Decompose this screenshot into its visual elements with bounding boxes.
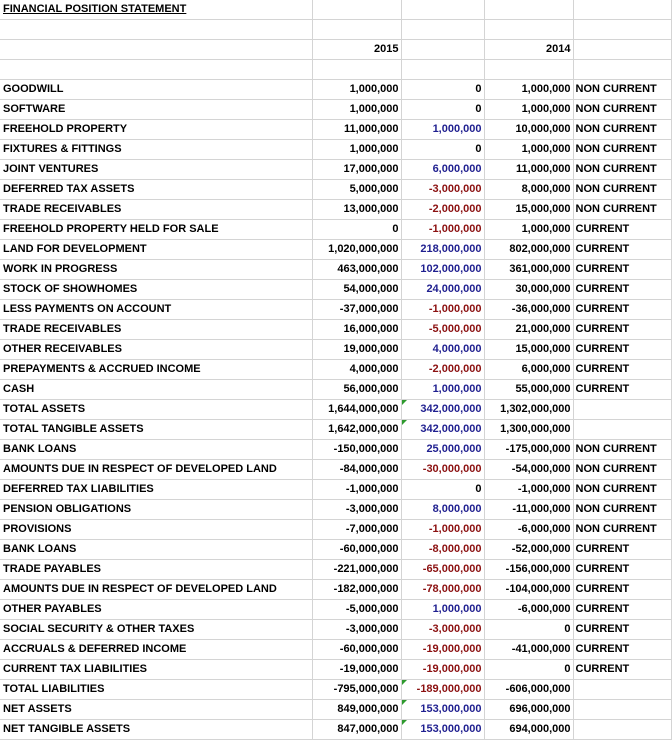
value-2015[interactable]: 16,000,000 bbox=[312, 320, 401, 340]
value-2015[interactable]: -3,000,000 bbox=[312, 500, 401, 520]
table-row bbox=[0, 560, 671, 580]
value-2015[interactable]: -84,000,000 bbox=[312, 460, 401, 480]
value-2014[interactable]: 694,000,000 bbox=[484, 720, 573, 740]
table-row bbox=[0, 200, 671, 220]
value-change[interactable]: 0 bbox=[401, 80, 484, 100]
row-label[interactable]: LAND FOR DEVELOPMENT bbox=[0, 240, 312, 260]
value-2015[interactable]: -3,000,000 bbox=[312, 620, 401, 640]
value-2014[interactable]: -1,000,000 bbox=[484, 480, 573, 500]
value-change[interactable]: 0 bbox=[401, 480, 484, 500]
asset-class[interactable]: NON CURRENT bbox=[573, 180, 671, 200]
row-label[interactable]: TOTAL LIABILITIES bbox=[0, 680, 312, 700]
value-2015[interactable]: 463,000,000 bbox=[312, 260, 401, 280]
cell-empty[interactable] bbox=[573, 60, 671, 80]
asset-class[interactable]: CURRENT bbox=[573, 340, 671, 360]
value-2015[interactable]: 17,000,000 bbox=[312, 160, 401, 180]
table-row bbox=[0, 540, 671, 560]
value-change[interactable]: -3,000,000 bbox=[401, 620, 484, 640]
value-2014[interactable]: -36,000,000 bbox=[484, 300, 573, 320]
blank-row bbox=[0, 60, 671, 80]
value-2014[interactable]: 1,000,000 bbox=[484, 220, 573, 240]
value-change[interactable]: 1,000,000 bbox=[401, 120, 484, 140]
value-2014[interactable]: -52,000,000 bbox=[484, 540, 573, 560]
value-2015[interactable]: -182,000,000 bbox=[312, 580, 401, 600]
asset-class[interactable] bbox=[573, 700, 671, 720]
value-change[interactable]: -30,000,000 bbox=[401, 460, 484, 480]
cell-empty[interactable] bbox=[401, 40, 484, 60]
value-2015[interactable]: 849,000,000 bbox=[312, 700, 401, 720]
cell-empty[interactable] bbox=[312, 0, 401, 20]
value-change[interactable]: 25,000,000 bbox=[401, 440, 484, 460]
cell-empty[interactable] bbox=[0, 20, 312, 40]
value-2014[interactable]: 1,000,000 bbox=[484, 140, 573, 160]
value-2015[interactable]: 1,000,000 bbox=[312, 80, 401, 100]
asset-class[interactable]: NON CURRENT bbox=[573, 460, 671, 480]
row-label[interactable]: OTHER PAYABLES bbox=[0, 600, 312, 620]
table-row bbox=[0, 700, 671, 720]
value-2014[interactable]: 6,000,000 bbox=[484, 360, 573, 380]
value-2014[interactable]: 1,000,000 bbox=[484, 100, 573, 120]
value-2015[interactable]: -60,000,000 bbox=[312, 640, 401, 660]
table-row bbox=[0, 400, 671, 420]
value-change[interactable]: 4,000,000 bbox=[401, 340, 484, 360]
row-label[interactable]: PROVISIONS bbox=[0, 520, 312, 540]
row-label[interactable]: DEFERRED TAX LIABILITIES bbox=[0, 480, 312, 500]
cell-empty[interactable] bbox=[484, 20, 573, 40]
table-row bbox=[0, 420, 671, 440]
asset-class[interactable]: CURRENT bbox=[573, 260, 671, 280]
value-change[interactable]: -78,000,000 bbox=[401, 580, 484, 600]
row-label[interactable]: TOTAL TANGIBLE ASSETS bbox=[0, 420, 312, 440]
table-row bbox=[0, 520, 671, 540]
value-2014[interactable]: 15,000,000 bbox=[484, 340, 573, 360]
value-2015[interactable]: -795,000,000 bbox=[312, 680, 401, 700]
asset-class[interactable]: NON CURRENT bbox=[573, 440, 671, 460]
cell-empty[interactable] bbox=[0, 60, 312, 80]
cell-empty[interactable] bbox=[401, 0, 484, 20]
value-change[interactable]: -1,000,000 bbox=[401, 300, 484, 320]
value-2014[interactable]: 10,000,000 bbox=[484, 120, 573, 140]
row-label[interactable]: OTHER RECEIVABLES bbox=[0, 340, 312, 360]
header-2015[interactable]: 2015 bbox=[312, 40, 401, 60]
value-change[interactable]: 0 bbox=[401, 140, 484, 160]
asset-class[interactable]: NON CURRENT bbox=[573, 100, 671, 120]
value-2014[interactable]: 802,000,000 bbox=[484, 240, 573, 260]
asset-class[interactable]: NON CURRENT bbox=[573, 500, 671, 520]
sheet-title: FINANCIAL POSITION STATEMENT bbox=[3, 3, 187, 15]
value-2015[interactable]: -19,000,000 bbox=[312, 660, 401, 680]
value-2014[interactable]: -104,000,000 bbox=[484, 580, 573, 600]
row-label[interactable]: SOFTWARE bbox=[0, 100, 312, 120]
value-2014[interactable]: 1,000,000 bbox=[484, 80, 573, 100]
table-row bbox=[0, 360, 671, 380]
row-label[interactable]: FREEHOLD PROPERTY bbox=[0, 120, 312, 140]
value-2015[interactable]: 1,020,000,000 bbox=[312, 240, 401, 260]
asset-class[interactable]: NON CURRENT bbox=[573, 140, 671, 160]
value-2015[interactable]: -5,000,000 bbox=[312, 600, 401, 620]
asset-class[interactable]: CURRENT bbox=[573, 540, 671, 560]
row-label[interactable]: WORK IN PROGRESS bbox=[0, 260, 312, 280]
value-2015[interactable]: 847,000,000 bbox=[312, 720, 401, 740]
asset-class[interactable]: CURRENT bbox=[573, 640, 671, 660]
table-row bbox=[0, 160, 671, 180]
value-2014[interactable]: 55,000,000 bbox=[484, 380, 573, 400]
value-change[interactable]: 153,000,000 bbox=[401, 720, 484, 740]
value-2015[interactable]: -60,000,000 bbox=[312, 540, 401, 560]
cell-empty[interactable] bbox=[401, 60, 484, 80]
row-label[interactable]: TRADE RECEIVABLES bbox=[0, 200, 312, 220]
row-label[interactable]: AMOUNTS DUE IN RESPECT OF DEVELOPED LAND bbox=[0, 460, 312, 480]
table-row bbox=[0, 260, 671, 280]
header-2014[interactable]: 2014 bbox=[484, 40, 573, 60]
row-label[interactable]: FREEHOLD PROPERTY HELD FOR SALE bbox=[0, 220, 312, 240]
value-change[interactable]: -19,000,000 bbox=[401, 640, 484, 660]
value-change[interactable]: 218,000,000 bbox=[401, 240, 484, 260]
value-2014[interactable]: -41,000,000 bbox=[484, 640, 573, 660]
asset-class[interactable]: CURRENT bbox=[573, 380, 671, 400]
row-label[interactable]: TOTAL ASSETS bbox=[0, 400, 312, 420]
asset-class[interactable]: NON CURRENT bbox=[573, 160, 671, 180]
value-2015[interactable]: 1,644,000,000 bbox=[312, 400, 401, 420]
asset-class[interactable]: CURRENT bbox=[573, 240, 671, 260]
asset-class[interactable]: CURRENT bbox=[573, 620, 671, 640]
row-label[interactable]: CURRENT TAX LIABILITIES bbox=[0, 660, 312, 680]
value-change[interactable]: -19,000,000 bbox=[401, 660, 484, 680]
row-label[interactable]: ACCRUALS & DEFERRED INCOME bbox=[0, 640, 312, 660]
table-row bbox=[0, 340, 671, 360]
value-change[interactable]: 8,000,000 bbox=[401, 500, 484, 520]
value-change[interactable]: 0 bbox=[401, 100, 484, 120]
cell-empty[interactable] bbox=[573, 0, 671, 20]
asset-class[interactable]: CURRENT bbox=[573, 220, 671, 240]
cell-empty[interactable] bbox=[0, 40, 312, 60]
table-row bbox=[0, 80, 671, 100]
asset-class[interactable]: NON CURRENT bbox=[573, 80, 671, 100]
value-2015[interactable]: -150,000,000 bbox=[312, 440, 401, 460]
value-2014[interactable]: -606,000,000 bbox=[484, 680, 573, 700]
value-2014[interactable]: 1,300,000,000 bbox=[484, 420, 573, 440]
table-row bbox=[0, 660, 671, 680]
blank-row bbox=[0, 20, 671, 40]
row-label[interactable]: NET ASSETS bbox=[0, 700, 312, 720]
value-2015[interactable]: -37,000,000 bbox=[312, 300, 401, 320]
table-row bbox=[0, 440, 671, 460]
asset-class[interactable]: CURRENT bbox=[573, 580, 671, 600]
row-label[interactable]: DEFERRED TAX ASSETS bbox=[0, 180, 312, 200]
cell-empty[interactable] bbox=[484, 0, 573, 20]
table-row bbox=[0, 120, 671, 140]
table-row bbox=[0, 140, 671, 160]
value-change[interactable]: -8,000,000 bbox=[401, 540, 484, 560]
value-2015[interactable]: 1,000,000 bbox=[312, 100, 401, 120]
value-2014[interactable]: 15,000,000 bbox=[484, 200, 573, 220]
value-2015[interactable]: 56,000,000 bbox=[312, 380, 401, 400]
value-2014[interactable]: 0 bbox=[484, 660, 573, 680]
value-2014[interactable]: 1,302,000,000 bbox=[484, 400, 573, 420]
value-2014[interactable]: -11,000,000 bbox=[484, 500, 573, 520]
row-label[interactable]: AMOUNTS DUE IN RESPECT OF DEVELOPED LAND bbox=[0, 580, 312, 600]
value-2015[interactable]: 4,000,000 bbox=[312, 360, 401, 380]
row-label[interactable]: GOODWILL bbox=[0, 80, 312, 100]
value-change[interactable]: -3,000,000 bbox=[401, 180, 484, 200]
cell-empty[interactable] bbox=[312, 20, 401, 40]
asset-class[interactable]: CURRENT bbox=[573, 660, 671, 680]
table-row bbox=[0, 100, 671, 120]
value-change[interactable]: 342,000,000 bbox=[401, 400, 484, 420]
value-change[interactable]: -2,000,000 bbox=[401, 360, 484, 380]
value-change[interactable]: 153,000,000 bbox=[401, 700, 484, 720]
asset-class[interactable]: CURRENT bbox=[573, 360, 671, 380]
value-2014[interactable]: 0 bbox=[484, 620, 573, 640]
value-2015[interactable]: 11,000,000 bbox=[312, 120, 401, 140]
value-2015[interactable]: 54,000,000 bbox=[312, 280, 401, 300]
value-change[interactable]: 6,000,000 bbox=[401, 160, 484, 180]
row-label[interactable]: PREPAYMENTS & ACCRUED INCOME bbox=[0, 360, 312, 380]
title-row bbox=[0, 0, 671, 20]
value-2014[interactable]: -54,000,000 bbox=[484, 460, 573, 480]
value-2015[interactable]: -221,000,000 bbox=[312, 560, 401, 580]
value-change[interactable]: -65,000,000 bbox=[401, 560, 484, 580]
table-row bbox=[0, 240, 671, 260]
table-row bbox=[0, 220, 671, 240]
asset-class[interactable] bbox=[573, 400, 671, 420]
value-2014[interactable]: 30,000,000 bbox=[484, 280, 573, 300]
cell-empty[interactable] bbox=[573, 20, 671, 40]
asset-class[interactable]: CURRENT bbox=[573, 300, 671, 320]
value-2014[interactable]: -156,000,000 bbox=[484, 560, 573, 580]
asset-class[interactable]: CURRENT bbox=[573, 600, 671, 620]
asset-class[interactable]: CURRENT bbox=[573, 280, 671, 300]
value-change[interactable]: 342,000,000 bbox=[401, 420, 484, 440]
cell-title[interactable] bbox=[0, 0, 312, 20]
value-2014[interactable]: 21,000,000 bbox=[484, 320, 573, 340]
value-change[interactable]: 102,000,000 bbox=[401, 260, 484, 280]
value-change[interactable]: -1,000,000 bbox=[401, 220, 484, 240]
row-label[interactable]: SOCIAL SECURITY & OTHER TAXES bbox=[0, 620, 312, 640]
value-change[interactable]: -189,000,000 bbox=[401, 680, 484, 700]
value-2014[interactable]: 696,000,000 bbox=[484, 700, 573, 720]
row-label[interactable]: JOINT VENTURES bbox=[0, 160, 312, 180]
value-2014[interactable]: 8,000,000 bbox=[484, 180, 573, 200]
asset-class[interactable] bbox=[573, 720, 671, 740]
table-row bbox=[0, 620, 671, 640]
table-row bbox=[0, 600, 671, 620]
table-row bbox=[0, 500, 671, 520]
row-label[interactable]: FIXTURES & FITTINGS bbox=[0, 140, 312, 160]
asset-class[interactable]: NON CURRENT bbox=[573, 520, 671, 540]
asset-class[interactable] bbox=[573, 680, 671, 700]
row-label[interactable]: NET TANGIBLE ASSETS bbox=[0, 720, 312, 740]
row-label[interactable]: PENSION OBLIGATIONS bbox=[0, 500, 312, 520]
row-label[interactable]: TRADE RECEIVABLES bbox=[0, 320, 312, 340]
cell-empty[interactable] bbox=[573, 40, 671, 60]
table-row bbox=[0, 640, 671, 660]
value-2015[interactable]: 5,000,000 bbox=[312, 180, 401, 200]
value-2014[interactable]: -6,000,000 bbox=[484, 520, 573, 540]
value-2014[interactable]: -6,000,000 bbox=[484, 600, 573, 620]
value-2015[interactable]: 0 bbox=[312, 220, 401, 240]
row-label[interactable]: BANK LOANS bbox=[0, 540, 312, 560]
value-change[interactable]: 24,000,000 bbox=[401, 280, 484, 300]
value-change[interactable]: -5,000,000 bbox=[401, 320, 484, 340]
table-row bbox=[0, 480, 671, 500]
value-2014[interactable]: 361,000,000 bbox=[484, 260, 573, 280]
cell-empty[interactable] bbox=[312, 60, 401, 80]
value-change[interactable]: -2,000,000 bbox=[401, 200, 484, 220]
asset-class[interactable]: NON CURRENT bbox=[573, 120, 671, 140]
value-2015[interactable]: 13,000,000 bbox=[312, 200, 401, 220]
asset-class[interactable] bbox=[573, 420, 671, 440]
table-row bbox=[0, 680, 671, 700]
value-2015[interactable]: 1,000,000 bbox=[312, 140, 401, 160]
asset-class[interactable]: CURRENT bbox=[573, 320, 671, 340]
table-row bbox=[0, 280, 671, 300]
asset-class[interactable]: NON CURRENT bbox=[573, 480, 671, 500]
value-2015[interactable]: 19,000,000 bbox=[312, 340, 401, 360]
table-row bbox=[0, 300, 671, 320]
value-2015[interactable]: -1,000,000 bbox=[312, 480, 401, 500]
value-2015[interactable]: -7,000,000 bbox=[312, 520, 401, 540]
row-label[interactable]: CASH bbox=[0, 380, 312, 400]
header-row bbox=[0, 40, 671, 60]
row-label[interactable]: STOCK OF SHOWHOMES bbox=[0, 280, 312, 300]
table-row bbox=[0, 460, 671, 480]
asset-class[interactable]: NON CURRENT bbox=[573, 200, 671, 220]
table-row bbox=[0, 380, 671, 400]
table-row bbox=[0, 720, 671, 740]
asset-class[interactable]: CURRENT bbox=[573, 560, 671, 580]
value-2014[interactable]: 11,000,000 bbox=[484, 160, 573, 180]
table-row bbox=[0, 180, 671, 200]
value-change[interactable]: 1,000,000 bbox=[401, 380, 484, 400]
value-2015[interactable]: 1,642,000,000 bbox=[312, 420, 401, 440]
row-label[interactable]: LESS PAYMENTS ON ACCOUNT bbox=[0, 300, 312, 320]
value-change[interactable]: -1,000,000 bbox=[401, 520, 484, 540]
row-label[interactable]: BANK LOANS bbox=[0, 440, 312, 460]
row-label[interactable]: TRADE PAYABLES bbox=[0, 560, 312, 580]
table-row bbox=[0, 580, 671, 600]
cell-empty[interactable] bbox=[401, 20, 484, 40]
cell-empty[interactable] bbox=[484, 60, 573, 80]
value-2014[interactable]: -175,000,000 bbox=[484, 440, 573, 460]
table-row bbox=[0, 320, 671, 340]
value-change[interactable]: 1,000,000 bbox=[401, 600, 484, 620]
